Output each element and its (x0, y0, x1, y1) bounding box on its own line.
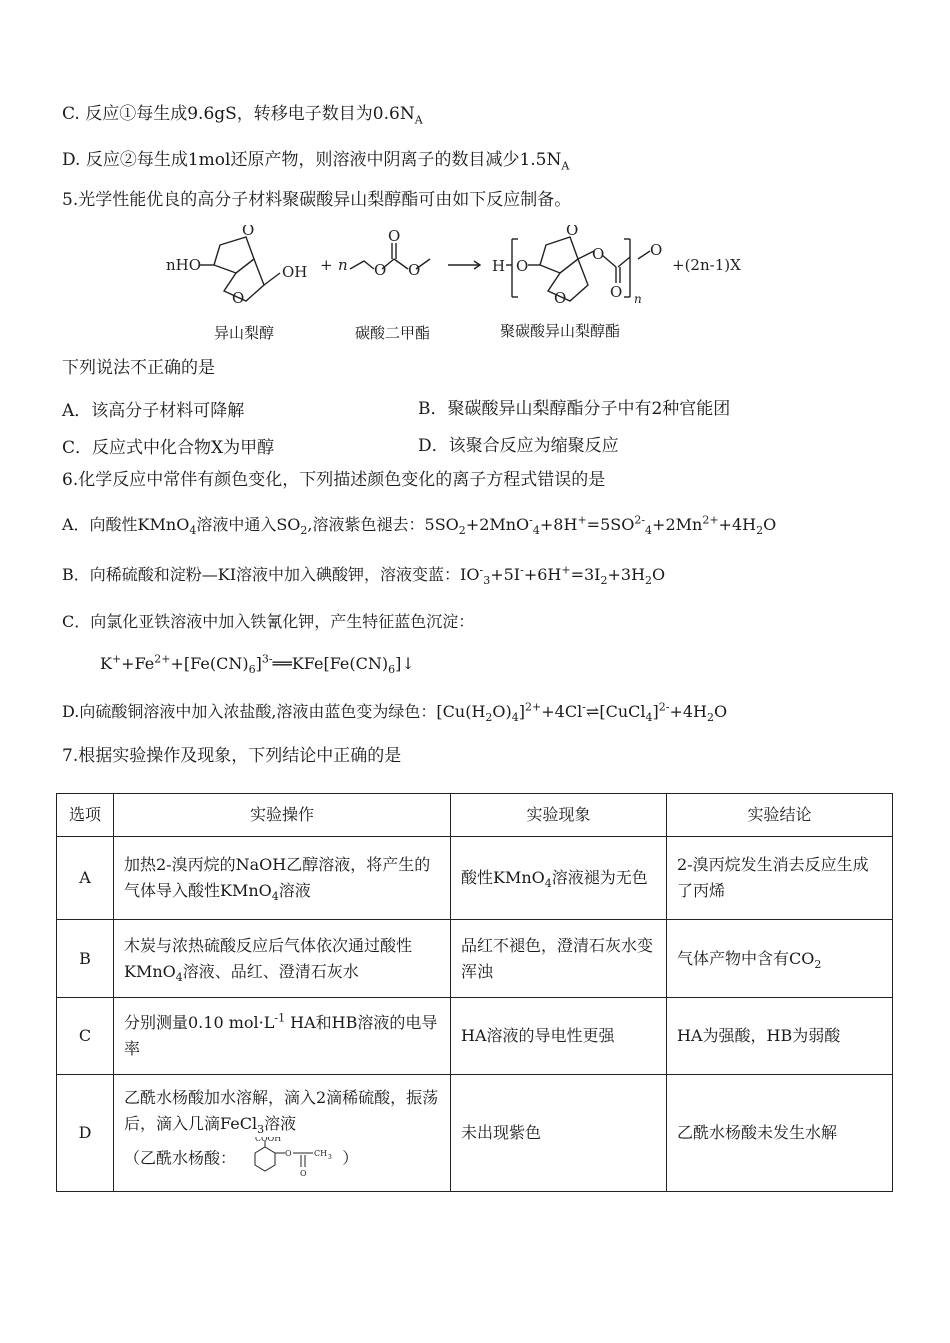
label-dimethyl-carbonate: 碳酸二甲酯 (355, 324, 431, 342)
q5-stem: 5.光学性能优良的高分子材料聚碳酸异山梨醇酯可由如下反应制备。 (62, 190, 572, 210)
q6-b-4: =3I (570, 565, 601, 584)
q6-a-sub-4: 4 (189, 524, 197, 538)
row-d-op-note: （乙酰水杨酸： (124, 1148, 237, 1168)
q6-c-eq-5: ══KFe[Fe(CN) (272, 654, 389, 673)
q6-d-sub-4: 4 (511, 711, 519, 725)
q6-b-2: +5I (490, 565, 521, 584)
q6-a-8: +4H (718, 515, 757, 534)
q6-option-c-equation (100, 652, 415, 677)
q6-c-eq-sup-plus: + (111, 652, 122, 666)
q6-b-sup-minus2: - (520, 563, 524, 577)
q6-a-7: +2Mn (652, 515, 703, 534)
row-a-ph-text: 酸性KMnO (461, 868, 545, 888)
scheme-o-5: O (408, 261, 421, 279)
q6-c-eq-sub-6b: 6 (388, 663, 396, 677)
q6-c-eq-2: +Fe (121, 654, 155, 673)
experiment-table (56, 793, 893, 1192)
row-d-op-sub: 3 (257, 1123, 265, 1137)
q6-c-eq-6: ]↓ (395, 654, 415, 673)
aspirin-ch3-sub: 3 (328, 1153, 332, 1161)
q6-a-sub-4c: 4 (645, 524, 653, 538)
row-a-op-sub: 4 (271, 890, 279, 904)
q6-d-8: O (714, 702, 728, 721)
header-conclusion: 实验结论 (667, 794, 893, 837)
q6-a-sup-minus: - (529, 513, 533, 527)
q6-c-eq-1: K (100, 654, 112, 673)
row-d-operation (114, 1075, 451, 1192)
scheme-o-8: O (554, 289, 567, 307)
row-d-op-note-end: ） (342, 1148, 359, 1168)
q6-b-sup-plus: + (561, 563, 571, 577)
q4-option-d-sub: A (561, 159, 570, 173)
q6-a-9: O (763, 515, 777, 534)
q6-option-b (62, 563, 666, 588)
q6-d-5: ⇌[CuCl (585, 702, 646, 721)
scheme-o-11: O (650, 241, 663, 259)
q6-b-1: B．向稀硫酸和淀粉—KI溶液中加入碘酸钾，溶液变蓝：IO (62, 565, 480, 584)
q6-a-sub-2: 2 (300, 524, 308, 538)
row-c-op-tail: HA和HB溶液的电导率 (124, 1013, 438, 1058)
q6-d-sub-2: 2 (485, 711, 493, 725)
row-c-option: C (57, 998, 114, 1075)
row-a-phenomenon (451, 837, 667, 920)
row-c-operation (114, 998, 451, 1075)
row-a-op-tail: 溶液 (278, 881, 311, 900)
q6-d-3: ] (518, 702, 526, 721)
row-b-phenomenon: 品红不褪色，澄清石灰水变浑浊 (451, 920, 667, 998)
scheme-o-6: O (516, 257, 529, 275)
row-d-op-tail: 溶液 (264, 1114, 297, 1133)
scheme-byproduct: +(2n-1)X (672, 256, 741, 274)
row-b-op-text: 木炭与浓热硫酸反应后气体依次通过酸性KMnO (124, 935, 413, 981)
q6-a-4: +2MnO (465, 515, 530, 534)
scheme-n-2: n (338, 256, 348, 274)
row-a-ph-sub: 4 (544, 877, 552, 891)
aspirin-ch3: CH (314, 1148, 328, 1158)
aspirin-o-carbonyl: O (300, 1168, 307, 1178)
q6-d-6: ] (652, 702, 659, 721)
q6-d-sub-4b: 4 (645, 711, 653, 725)
scheme-plus: + (320, 256, 333, 274)
q5-option-b: B．聚碳酸异山梨醇酯分子中有2种官能团 (418, 399, 731, 419)
q4-option-c-sub: A (414, 113, 423, 127)
scheme-o-7: O (566, 225, 579, 239)
q6-d-sup-2minus: 2- (658, 700, 670, 714)
row-a-option: A (57, 837, 114, 920)
q6-d-1: D.向硫酸铜溶液中加入浓盐酸,溶液由蓝色变为绿色：[Cu(H (62, 702, 486, 721)
q4-option-c (62, 104, 423, 127)
row-b-con-text: 气体产物中含有CO (677, 948, 815, 968)
q6-c-eq-sub-6: 6 (248, 663, 256, 677)
q6-b-sub-3: 3 (483, 574, 491, 588)
q4-option-d-label: D. (62, 150, 81, 170)
scheme-n-ho: nHO (166, 256, 202, 274)
scheme-h: H (492, 257, 506, 275)
q4-option-c-text: 反应①每生成9.6gS，转移电子数目为0.6N (85, 104, 415, 124)
q6-b-3: +6H (523, 565, 562, 584)
q6-d-sup-minus: - (582, 700, 586, 714)
header-operation: 实验操作 (114, 794, 451, 837)
q6-option-c: C．向氯化亚铁溶液中加入铁氰化钾，产生特征蓝色沉淀： (62, 612, 475, 631)
q6-b-5: +3H (607, 565, 646, 584)
q6-a-sup-2plus: 2+ (702, 513, 719, 527)
aspirin-o-ester: O (285, 1148, 292, 1158)
scheme-o-9: O (592, 245, 605, 263)
q5-question: 下列说法不正确的是 (62, 358, 215, 378)
q6-b-sub-2b: 2 (645, 574, 653, 588)
header-phenomenon: 实验现象 (451, 794, 667, 837)
q6-a-5: +8H (539, 515, 578, 534)
q5-option-d: D．该聚合反应为缩聚反应 (418, 436, 619, 456)
q6-a-sub-2b: 2 (458, 524, 466, 538)
header-option: 选项 (57, 794, 114, 837)
q6-b-6: O (652, 565, 666, 584)
q6-d-4: +4Cl (541, 702, 583, 721)
row-d-conclusion: 乙酰水杨酸未发生水解 (667, 1075, 893, 1192)
aspirin-structure-icon (241, 1137, 337, 1181)
reaction-scheme (150, 225, 760, 315)
q6-a-sup-2minus: 2- (634, 513, 646, 527)
table-row (57, 837, 893, 920)
row-b-op-sub: 4 (175, 970, 183, 984)
scheme-sub-n: n (634, 292, 642, 306)
q6-b-sup-minus: - (479, 563, 484, 577)
scheme-o-3: O (374, 261, 387, 279)
q4-option-c-label: C. (62, 104, 80, 124)
row-a-op-text: 加热2-溴丙烷的NaOH乙醇溶液，将产生的气体导入酸性KMnO (124, 855, 431, 900)
q6-a-3: ,溶液紫色褪去：5SO (307, 515, 459, 534)
row-c-phenomenon: HA溶液的导电性更强 (451, 998, 667, 1075)
table-header-row (57, 794, 893, 837)
q6-a-sub-4b: 4 (532, 524, 540, 538)
row-d-phenomenon: 未出现紫色 (451, 1075, 667, 1192)
q6-a-sub-2c: 2 (756, 524, 764, 538)
row-b-option: B (57, 920, 114, 998)
scheme-o-10: O (610, 283, 623, 301)
scheme-o-4: O (388, 227, 401, 245)
q4-option-d-text: 反应②每生成1mol还原产物，则溶液中阴离子的数目减少1.5N (85, 150, 562, 170)
q6-c-eq-4: ] (255, 654, 262, 673)
q5-option-c: C．反应式中化合物X为甲醇 (62, 438, 275, 458)
q6-stem: 6.化学反应中常伴有颜色变化，下列描述颜色变化的离子方程式错误的是 (62, 470, 606, 490)
q6-b-sub-2: 2 (600, 574, 608, 588)
scheme-oh: OH (282, 263, 308, 281)
q5-option-a: A．该高分子材料可降解 (62, 401, 245, 421)
row-b-conclusion (667, 920, 893, 998)
q6-a-sup-plus: + (577, 513, 587, 527)
q6-a-1: A．向酸性KMnO (62, 515, 190, 534)
q6-option-a (62, 513, 777, 538)
row-b-con-sub: 2 (814, 957, 822, 971)
q6-c-eq-sup-3minus: 3- (261, 652, 273, 666)
q6-a-6: =5SO (586, 515, 635, 534)
label-isosorbide: 异山梨醇 (214, 324, 275, 342)
table-row (57, 998, 893, 1075)
q6-d-7: +4H (669, 702, 707, 721)
label-polycarbonate: 聚碳酸异山梨醇酯 (500, 322, 621, 340)
row-a-operation (114, 837, 451, 920)
table-row (57, 920, 893, 998)
row-b-operation (114, 920, 451, 998)
q4-option-d (62, 150, 570, 173)
row-d-option: D (57, 1075, 114, 1192)
row-d-op-text: 乙酰水杨酸加水溶解，滴入2滴稀硫酸，振荡后，滴入几滴FeCl (124, 1088, 439, 1133)
q6-c-eq-3: +[Fe(CN) (170, 654, 249, 673)
q6-d-sub-2b: 2 (707, 711, 714, 725)
q7-stem: 7.根据实验操作及现象，下列结论中正确的是 (62, 746, 402, 766)
row-c-conclusion: HA为强酸，HB为弱酸 (667, 998, 893, 1075)
row-c-op-sup: -1 (274, 1012, 286, 1026)
aspirin-cooh: COOH (255, 1136, 282, 1143)
row-b-op-tail: 溶液、品红、澄清石灰水 (182, 961, 359, 981)
q6-a-2: 溶液中通入SO (196, 515, 301, 534)
q6-d-2: O) (492, 702, 512, 721)
row-a-conclusion: 2-溴丙烷发生消去反应生成了丙烯 (667, 837, 893, 920)
q6-d-sup-2plus: 2+ (525, 700, 542, 714)
row-c-op-text: 分别测量0.10 mol·L (124, 1013, 275, 1033)
table-row (57, 1075, 893, 1192)
scheme-o-1: O (242, 225, 255, 239)
q6-option-d (62, 700, 728, 725)
row-a-ph-tail: 溶液褪为无色 (551, 868, 648, 888)
q6-c-eq-sup-2plus: 2+ (154, 652, 171, 666)
scheme-o-2: O (232, 289, 245, 307)
